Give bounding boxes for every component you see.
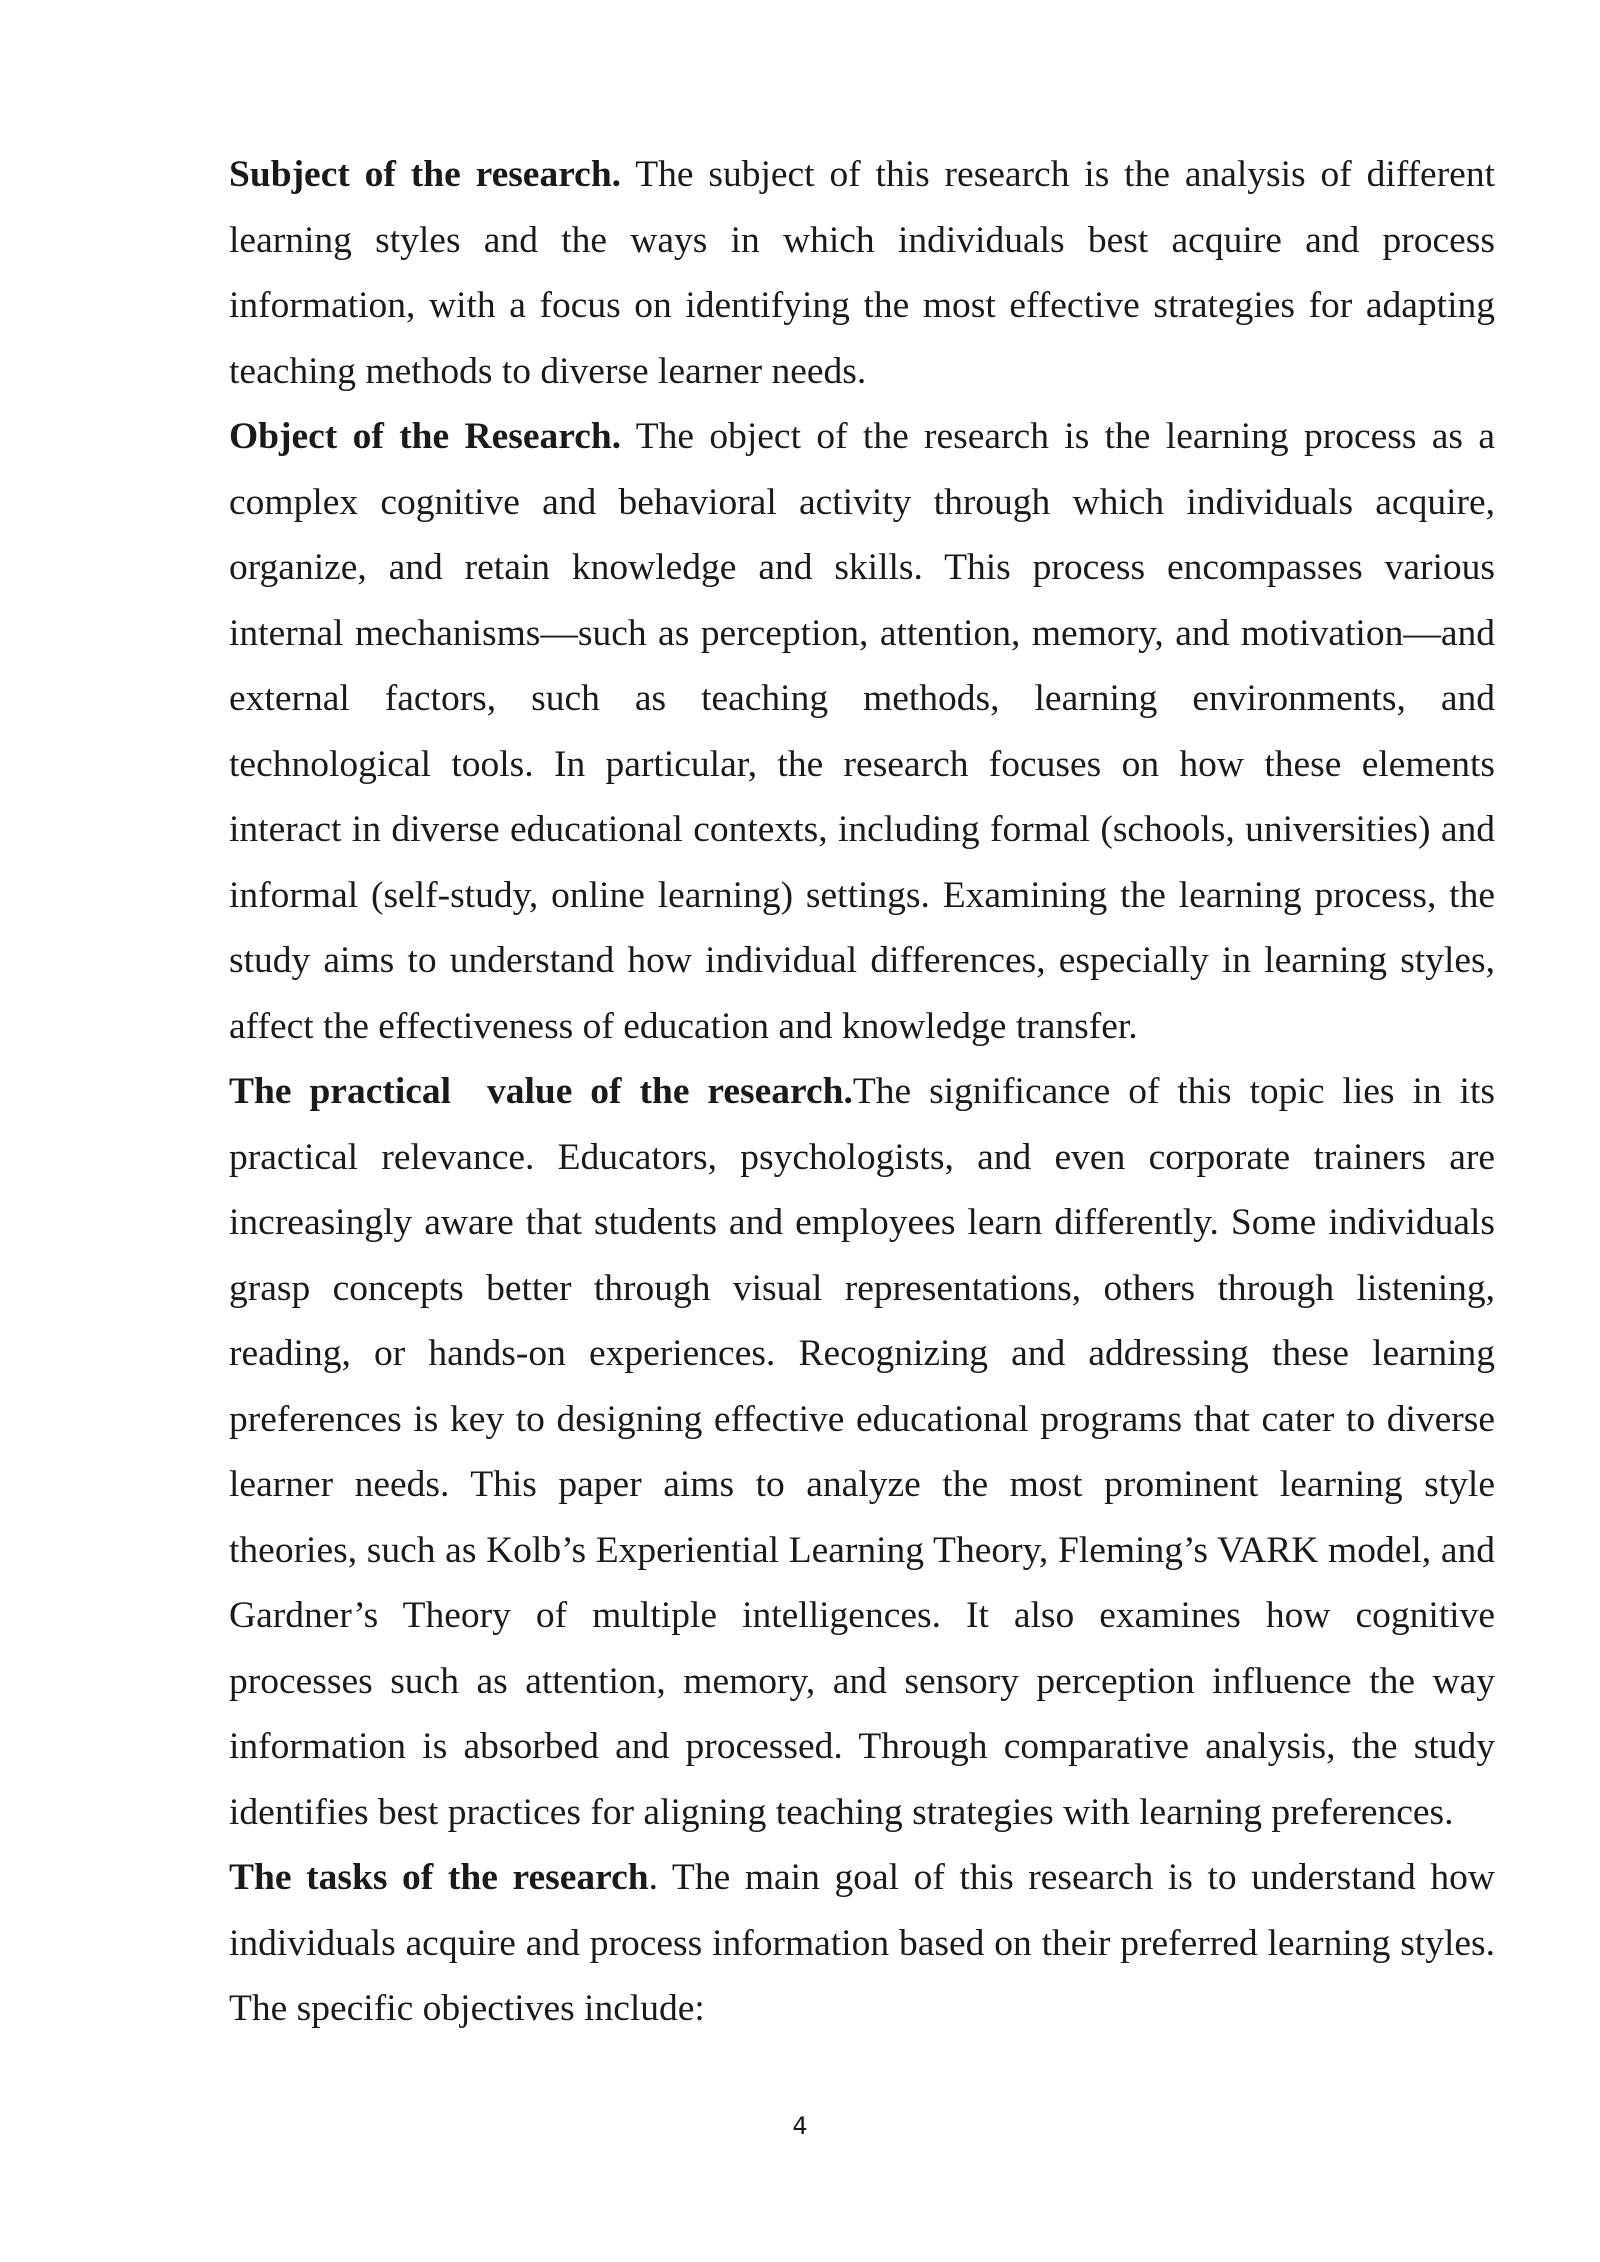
document-page	[229, 142, 1495, 2042]
section-heading-subject: Subject of the research.	[229, 154, 622, 195]
section-body-object: The object of the research is the learning process as a complex cognitive and behavioral activity through which individuals acquire, organize, and retain knowledge and skills. This process encompasses various internal mechanisms—such as perception, attention, memory, and motivation—and external factors, such as teaching methods, learning environments, and technological tools. In particular, the research focuses on how these elements interact in diverse educational contexts, including formal (schools, universities) and informal (self-study, online learning) settings. Examining the learning process, the study aims to understand how individual differences, especially in learning styles, affect the effectiveness of education and knowledge transfer.	[229, 416, 1495, 1047]
section-object	[229, 404, 1495, 1059]
section-body-subject: The subject of this research is the analysis of different learning styles and the ways in which individuals best acquire and process information, with a focus on identifying the most effective strategies for adapting teaching methods to diverse learner needs.	[229, 154, 1495, 392]
section-subject	[229, 142, 1495, 404]
section-tasks	[229, 1845, 1495, 2042]
section-practical-value	[229, 1059, 1495, 1845]
section-body-practical-value: The significance of this topic lies in its practical relevance. Educators, psychologists, and even corporate trainers are increasingly aware that students and employees learn differently. Some individuals grasp concepts better through visual representations, others through listening, reading, or hands-on experiences. Recognizing and addressing these learning preferences is key to designing effective educational programs that cater to diverse learner needs. This paper aims to analyze the most prominent learning style theories, such as Kolb’s Experiential Learning Theory, Fleming’s VARK model, and Gardner’s Theory of multiple intelligences. It also examines how cognitive processes such as attention, memory, and sensory perception influence the way information is absorbed and processed. Through comparative analysis, the study identifies best practices for aligning teaching strategies with learning preferences.	[229, 1071, 1495, 1833]
page-number: 4	[792, 2112, 808, 2140]
section-heading-practical-value: The practical value of the research.	[229, 1071, 853, 1112]
section-heading-tasks: The tasks of the research	[229, 1857, 649, 1898]
section-body-tasks: . The main goal of this research is to understand how individuals acquire and process information based on their preferred learning styles. The specific objectives include:	[229, 1857, 1495, 2029]
section-heading-object: Object of the Research.	[229, 416, 622, 457]
